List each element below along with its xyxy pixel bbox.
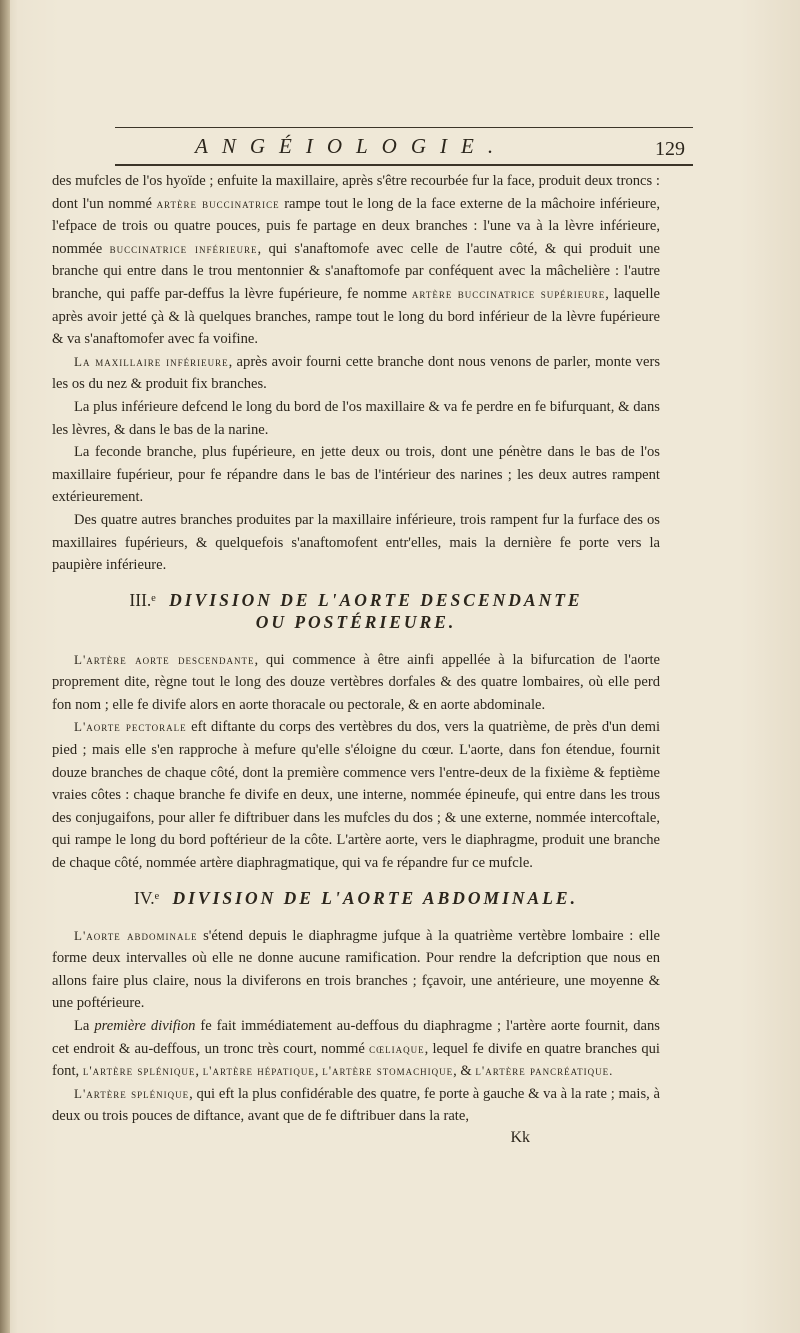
section-title: DIVISION DE L'AORTE DESCENDANTE [169,589,583,610]
header-rule [115,164,693,166]
page-binding [0,0,10,1333]
section-number: III.ᵉ [129,589,156,610]
section-title-line2: OU POSTÉRIEURE. [255,611,457,632]
paragraph: La première divifion fe fait immédiatement au-deffous du diaphragme ; l'artère aorte fournit, dans cet endroit & au-deffous, un tronc très court, nommé cœliaque, lequel fe divife en quatre branches qui font, l'artère splénique, l'artère hépatique, l'artère stomachique, & l'artère pancréatique. [52,1018,660,1080]
section-heading [52,589,660,633]
top-rule [115,127,693,128]
paragraph: La feconde branche, plus fupérieure, en jette deux ou trois, dont une pénètre dans le bas de l'os maxillaire fupérieur, pour fe répandre dans le bas de l'intérieur des narines ; les deux autres rampent extérieurement. [52,444,660,506]
paragraph: L'artère aorte descendante, qui commence à être ainfi appellée à la bifurcation de l'aorte proprement dite, règne tout le long des douze vertèbres dorfales & des quatre lombaires, où elle perd fon nom ; elle fe divife alors en aorte thoracale ou pectorale, & en aorte abdominale. [52,651,661,713]
paragraph: Des quatre autres branches produites par la maxillaire inférieure, trois rampent fur la furface des os maxillaires fupérieurs, & quelquefois s'anaftomofent entr'elles, mais la dernière fe porte vers la paupière inférieure. [52,511,660,574]
running-head: ANGÉIOLOGIE. [195,134,508,158]
paragraph: L'aorte pectorale eft diftante du corps des vertèbres du dos, vers la quatrième, de près d'un demi pied ; mais elle s'en rapproche à mefure qu'elle s'éloigne du cœur. L'aorte, dans fon étendue, fournit douze branches de chaque côté, dont la première commence vers l'entre-deux de la fixième & feptième vraies côtes : chaque branche fe divife en deux, une interne, nommée épineufe, qui entre dans les trous des conjugaifons, pour aller fe diftribuer dans les mufcles du dos ; & une externe, nommée intercoftale, qui rampe le long du bord poftérieur de la côte. L'artère aorte, vers le diaphragme, produit une branche de chaque côté, nommée artère diaphragmatique, qui va fe répandre fur ce mufcle. [52,719,661,872]
page-header [115,130,693,160]
body-text [52,170,660,1148]
signature-mark: Kk [510,1128,530,1146]
section-heading [52,887,660,909]
section-title: DIVISION DE L'AORTE ABDOMINALE. [172,887,578,908]
paragraph: La plus inférieure defcend le long du bord de l'os maxillaire & va fe perdre en fe bifurquant, & dans les lèvres, & dans le bas de la narine. [52,398,660,438]
section-number: IV.ᵉ [134,887,160,908]
paragraph: L'artère splénique, qui eft la plus confidérable des quatre, fe porte à gauche & va à la rate ; mais, à deux ou trois pouces de diftance, avant que de fe diftribuer dans la rate, [52,1085,660,1125]
paragraph: La maxillaire inférieure, après avoir fourni cette branche dont nous venons de parler, monte vers les os du nez & produit fix branches. [52,353,660,393]
paragraph: L'aorte abdominale s'étend depuis le diaphragme jufque à la quatrième vertèbre lombaire : elle forme deux intervalles où elle ne donne aucune ramification. Pour rendre la defcription que nous en allons faire plus claire, nous la diviferons en trois branches ; fçavoir, une antérieure, une moyenne & une poftérieure. [52,927,660,1012]
paragraph: des mufcles de l'os hyoïde ; enfuite la maxillaire, après s'être recourbée fur la face, produit deux troncs : dont l'un nommé artère buccinatrice rampe tout le long de la face externe de la mâchoire inférieure, l'efpace de trois ou quatre pouces, puis fe partage en deux branches : l'une va à la lèvre inférieure, nommée buccinatrice inférieure, qui s'anaftomofe avec celle de l'autre côté, & qui produit une branche qui entre dans le trou mentonnier & s'anaftomofe par conféquent avec la mâchelière : l'autre branche, qui paffe par-deffus la lèvre fupérieure, fe nomme artère buccinatrice supérieure, laquelle après avoir jetté çà & là quelques branches, rampe tout le long du bord inférieur de la lèvre fupérieure & va s'anaftomofer avec fa voifine. [52,173,661,348]
page-number: 129 [655,138,685,160]
